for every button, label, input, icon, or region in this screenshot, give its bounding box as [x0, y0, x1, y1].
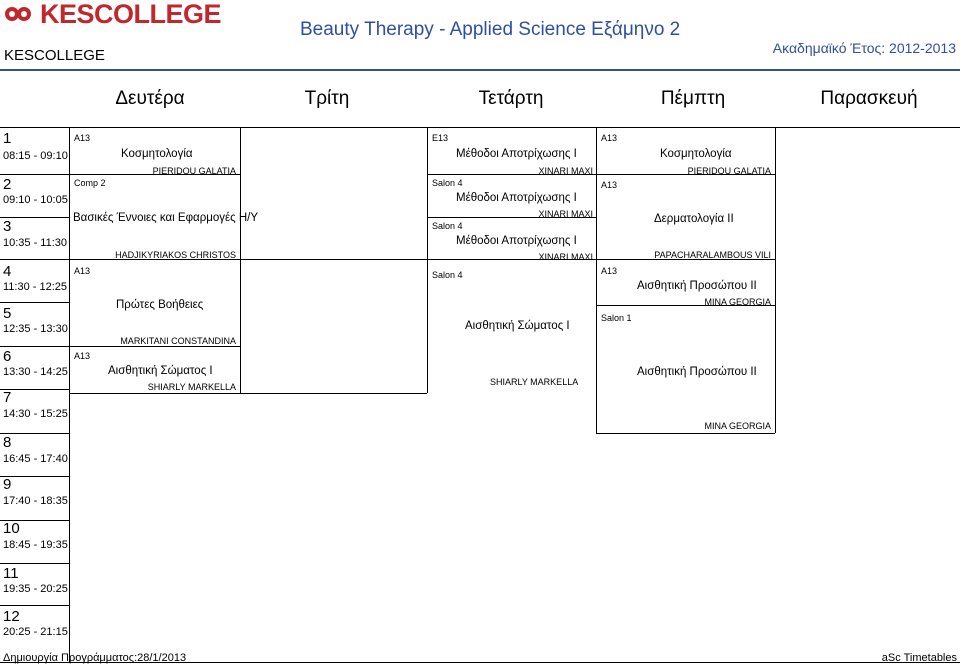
grid-divider	[0, 346, 69, 347]
lesson-subject: Μέθοδοι Αποτρίχωσης Ι	[456, 192, 577, 204]
period-time: 19:35 - 20:25	[3, 583, 68, 595]
lesson-room: Salon 1	[601, 313, 632, 323]
lesson-teacher: XINARI MAXI	[538, 209, 593, 219]
lesson-room: A13	[601, 133, 618, 143]
grid-divider	[0, 174, 69, 175]
lesson-room: Salon 4	[432, 270, 463, 280]
lesson-teacher: SHIARLY MARKELLA	[147, 382, 236, 392]
lesson-subject: Κοσμητολογία	[660, 148, 732, 160]
lesson-subject: Αισθητική Προσώπου ΙΙ	[637, 366, 757, 378]
period-number: 5	[3, 305, 12, 322]
logo-mark-icon	[4, 3, 34, 25]
academic-year: Ακαδημαϊκό Έτος: 2012-2013	[772, 40, 956, 56]
grid-divider	[427, 127, 428, 393]
grid-divider	[69, 393, 427, 394]
grid-divider	[69, 127, 70, 663]
lesson-room: Salon 4	[432, 178, 463, 188]
lesson-teacher: PIERIDOU GALATIA	[687, 166, 771, 176]
lesson-room: A13	[601, 266, 618, 276]
grid-divider	[0, 605, 69, 606]
period-number: 9	[3, 476, 12, 493]
period-time: 12:35 - 13:30	[3, 323, 68, 335]
lesson-teacher: XINARI MAXI	[538, 252, 593, 262]
lesson-subject: Αισθητική Σώματος Ι	[465, 320, 570, 332]
lesson-room: A13	[601, 180, 618, 190]
grid-divider	[0, 302, 69, 303]
grid-divider	[0, 259, 69, 260]
grid-top-border	[0, 127, 960, 128]
period-time: 13:30 - 14:25	[3, 366, 68, 378]
lesson-teacher: MARKITANI CONSTANDINA	[120, 336, 236, 346]
grid-divider	[775, 127, 776, 433]
lesson-teacher: MINA GEORGIA	[704, 297, 771, 307]
grid-divider	[596, 127, 597, 433]
period-number: 4	[3, 263, 12, 280]
period-number: 7	[3, 389, 12, 406]
period-time: 14:30 - 15:25	[3, 408, 68, 420]
lesson-subject: Μέθοδοι Αποτρίχωσης Ι	[456, 148, 577, 160]
day-header-wednesday: Τετάρτη	[478, 88, 544, 109]
period-time: 20:25 - 21:15	[3, 626, 68, 638]
period-number: 6	[3, 348, 12, 365]
period-number: 10	[3, 520, 20, 537]
created-date: Δημιουργία Προγράμματος:28/1/2013	[3, 652, 187, 664]
school-name: KESCOLLEGE	[4, 47, 105, 64]
period-time: 16:45 - 17:40	[3, 453, 68, 465]
lesson-subject: Βασικές Έννοιες και Εφαρμογές Η/Υ	[73, 212, 259, 224]
lesson-room: E13	[432, 133, 449, 143]
timetable-title: Beauty Therapy - Applied Science Εξάμηνο 2	[300, 19, 681, 40]
period-time: 17:40 - 18:35	[3, 495, 68, 507]
day-header-friday: Παρασκευή	[820, 88, 918, 109]
grid-divider	[69, 346, 240, 347]
day-header-monday: Δευτέρα	[115, 88, 185, 109]
lesson-room: A13	[74, 133, 91, 143]
logo-text: KESCOLLEGE	[40, 0, 222, 29]
lesson-teacher: SHIARLY MARKELLA	[490, 377, 579, 387]
day-header-thursday: Πέμπτη	[660, 88, 726, 109]
period-number: 11	[3, 565, 19, 582]
lesson-room: A13	[74, 351, 91, 361]
period-number: 2	[3, 176, 12, 193]
grid-divider	[0, 563, 69, 564]
day-header-tuesday: Τρίτη	[304, 88, 350, 109]
period-time: 08:15 - 09:10	[3, 150, 68, 162]
period-number: 1	[3, 130, 12, 147]
software-credit: aSc Timetables	[881, 652, 957, 664]
header-rule	[0, 69, 960, 71]
lesson-subject: Αισθητική Σώματος Ι	[108, 365, 213, 377]
period-number: 3	[3, 218, 12, 235]
period-number: 12	[3, 608, 20, 625]
lesson-teacher: PAPACHARALAMBOUS VILI	[654, 250, 771, 260]
period-time: 10:35 - 11:30	[3, 237, 68, 249]
lesson-subject: Πρώτες Βοήθειες	[116, 299, 204, 311]
grid-divider	[596, 433, 775, 434]
lesson-room: A13	[74, 266, 91, 276]
lesson-subject: Μέθοδοι Αποτρίχωσης Ι	[456, 235, 577, 247]
lesson-room: Comp 2	[74, 178, 106, 188]
grid-divider	[240, 127, 241, 393]
lesson-teacher: PIERIDOU GALATIA	[152, 166, 236, 176]
lesson-subject: Δερματολογία ΙΙ	[654, 213, 734, 225]
lesson-subject: Κοσμητολογία	[121, 148, 193, 160]
lesson-teacher: XINARI MAXI	[538, 166, 593, 176]
period-time: 18:45 - 19:35	[3, 539, 68, 551]
college-logo	[4, 0, 222, 29]
lesson-teacher: HADJIKYRIAKOS CHRISTOS	[115, 250, 236, 260]
period-number: 8	[3, 434, 12, 451]
period-time: 11:30 - 12:25	[3, 281, 68, 293]
lesson-subject: Αισθητική Προσώπου ΙΙ	[637, 280, 757, 292]
lesson-teacher: MINA GEORGIA	[704, 421, 771, 431]
period-time: 09:10 - 10:05	[3, 194, 68, 206]
lesson-room: Salon 4	[432, 221, 463, 231]
